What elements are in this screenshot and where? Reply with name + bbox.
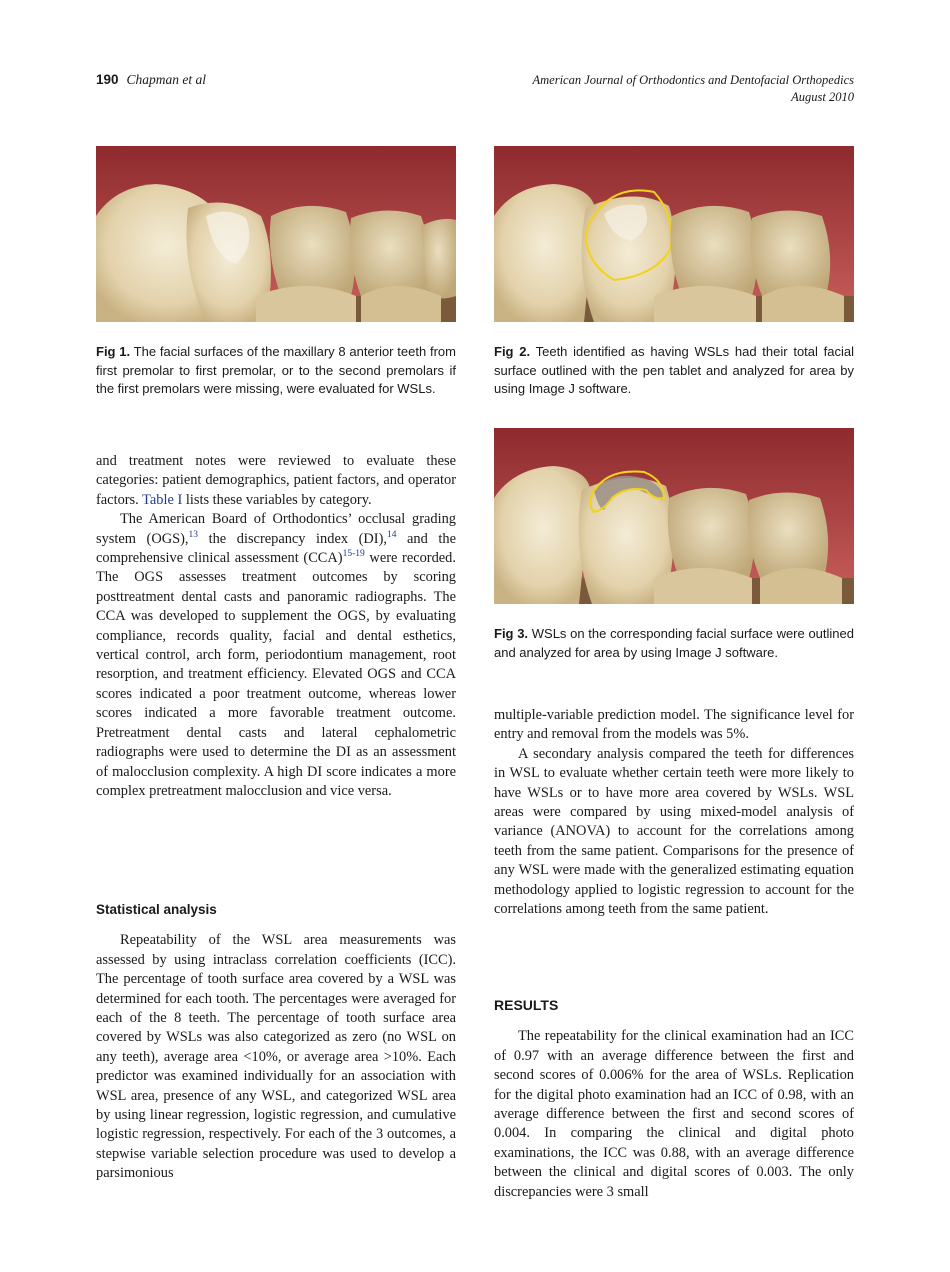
page-number: 190 (96, 72, 119, 87)
ref-13-link[interactable]: 13 (188, 529, 199, 540)
figure-2-label: Fig 2. (494, 344, 531, 359)
table-1-link[interactable]: Table I (142, 491, 183, 508)
text-run: and treatment notes were reviewed to evaluate these categories: patient demographics, patient factors, and operator factors. (96, 453, 456, 508)
journal-title: American Journal of Orthodontics and Dentofacial Orthopedics (532, 73, 854, 87)
figure-3-label: Fig 3. (494, 626, 529, 641)
running-header-left (96, 72, 206, 88)
right-column-body (494, 706, 854, 919)
results-section (494, 996, 854, 1202)
ref-15-19-link[interactable]: 15-19 (342, 549, 365, 560)
figure-1-photo (96, 146, 456, 322)
figure-2-caption (494, 343, 854, 399)
section-heading: Statistical analysis (96, 902, 217, 917)
ref-14-link[interactable]: 14 (386, 529, 397, 540)
figure-1-label: Fig 1. (96, 344, 131, 359)
running-header-right (533, 72, 855, 106)
paragraph: multiple-variable prediction model. The significance level for entry and removal from the models was 5%. (494, 707, 854, 743)
text-run: lists these variables by category. (185, 491, 372, 508)
figure-1-caption-text: The facial surfaces of the maxillary 8 anterior teeth from first premolar to first premolar, or to the second premolars if the first premolars were missing, were evaluated for WSLs. (96, 344, 456, 397)
paragraph (96, 452, 456, 510)
issue-date: August 2010 (791, 90, 854, 104)
section-heading: RESULTS (494, 997, 559, 1013)
paragraph: Repeatability of the WSL area measurements was assessed by using intraclass correlation coefficients (ICC). The percentage of tooth surface area covered by a WSL was determined for each tooth. The percentages were averaged for each of the 8 teeth. The percentage of tooth surface area covered by WSLs was also categorized as zero (no WSL on any teeth), average area <10%, or average area >10%. Each predictor was examined individually for an association with WSL area, presence of any WSL, and categorized WSL area by using linear regression, logistic regression, and cumulative logistic regression, respectively. For each of the 3 outcomes, a stepwise variable selection procedure was used to develop a parsimonious (96, 932, 456, 1182)
paragraph (96, 510, 456, 801)
figure-3-caption (494, 625, 854, 662)
figure-2-photo (494, 146, 854, 322)
text-run: and the comprehensive clinical assessment (CCA) (96, 530, 456, 567)
figure-3-photo (494, 428, 854, 604)
text-run: The American Board of Orthodontics’ occlusal grading system (OGS), (96, 511, 456, 547)
left-column-body (96, 452, 456, 801)
statistical-analysis-section (96, 900, 456, 1184)
paragraph: A secondary analysis compared the teeth for differences in WSL to evaluate whether certain teeth were more likely to have WSLs or to have more area covered by WSLs. WSL areas were compared by using mixed-model analysis of variance (ANOVA) to account for the correlations among teeth from the same patient. Comparisons for the presence of any WSL were made with the generalized estimating equation methodology applied to logistic regression to account for the correlations among teeth from the same patient. (494, 745, 854, 918)
figure-3-caption-text: WSLs on the corresponding facial surface were outlined and analyzed for area by using Image J software. (494, 626, 854, 660)
paragraph: The repeatability for the clinical examination had an ICC of 0.97 with an average difference between the first and second scores of 0.006% for the area of WSLs. Replication for the digital photo examination had an ICC of 0.98, with an average difference between the first and second scores of 0.004. In comparing the clinical and digital photo examinations, the ICC was 0.88, with an average difference between the clinical and digital scores of 0.003. The only discrepancies were 3 small (494, 1028, 854, 1200)
text-run: were recorded. The OGS assesses treatment outcomes by scoring posttreatment dental casts and panoramic radiographs. The CCA was developed to supplement the OGS, by evaluating compliance, records quality, facial and dental esthetics, vertical control, arch form, periodontium management, root resorption, and treatment efficiency. Elevated OGS and CCA scores indicated a poor treatment outcome, whereas lower scores indicated a more favorable treatment outcome. Pretreatment dental casts and lateral cephalometric radiographs were used to determine the DI as an assessment of malocclusion complexity. A high DI score indicates a more complex pretreatment malocclusion and vice versa. (96, 550, 456, 799)
header-authors: Chapman et al (126, 72, 207, 87)
figure-1-caption (96, 343, 456, 399)
figure-2-caption-text: Teeth identified as having WSLs had their total facial surface outlined with the pen tablet and analyzed for area by using Image J software. (494, 344, 855, 397)
text-run: the discrepancy index (DI), (208, 530, 387, 547)
